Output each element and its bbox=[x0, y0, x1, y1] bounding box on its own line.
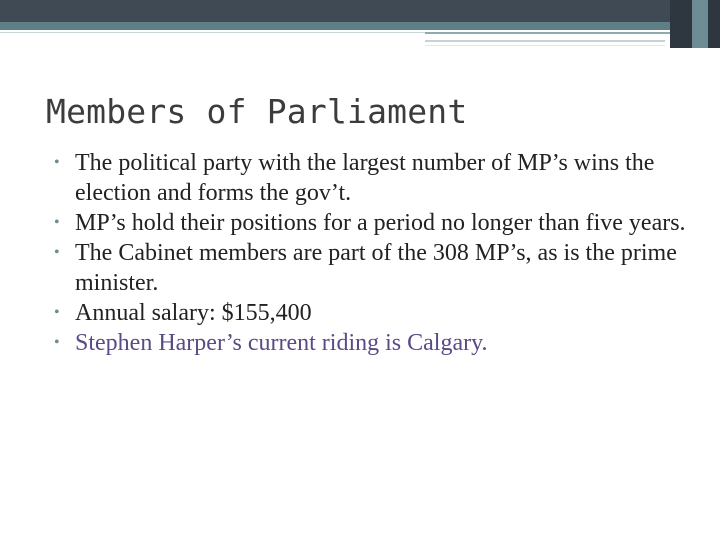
slide-title: Members of Parliament bbox=[46, 92, 468, 131]
bullet-item bbox=[50, 298, 690, 328]
bullet-item bbox=[50, 238, 690, 298]
bullet-text: The political party with the largest number of MP’s wins the election and forms the gov’t. bbox=[75, 150, 655, 206]
bullet-item-highlighted bbox=[50, 328, 690, 358]
bullet-item bbox=[50, 148, 690, 208]
bullet-text: Stephen Harper’s current riding is Calgary. bbox=[75, 330, 488, 356]
bullet-icon: • bbox=[54, 214, 60, 231]
corner-stripe bbox=[692, 0, 708, 48]
header-rule-right-lower bbox=[425, 40, 665, 42]
bullet-text: MP’s hold their positions for a period no longer than five years. bbox=[75, 210, 686, 236]
header-rule-right-faint bbox=[425, 45, 665, 46]
bullet-icon: • bbox=[54, 304, 60, 321]
bullet-item bbox=[50, 208, 690, 238]
bullet-icon: • bbox=[54, 334, 60, 351]
bullet-text: The Cabinet members are part of the 308 MP’s, as is the prime minister. bbox=[75, 240, 677, 296]
header-rule-left bbox=[0, 32, 425, 33]
bullet-text: Annual salary: $155,400 bbox=[75, 300, 312, 326]
header-band bbox=[0, 0, 720, 22]
bullet-icon: • bbox=[54, 154, 60, 171]
bullet-list bbox=[50, 148, 690, 358]
bullet-icon: • bbox=[54, 244, 60, 261]
header-accent-band bbox=[0, 22, 720, 30]
